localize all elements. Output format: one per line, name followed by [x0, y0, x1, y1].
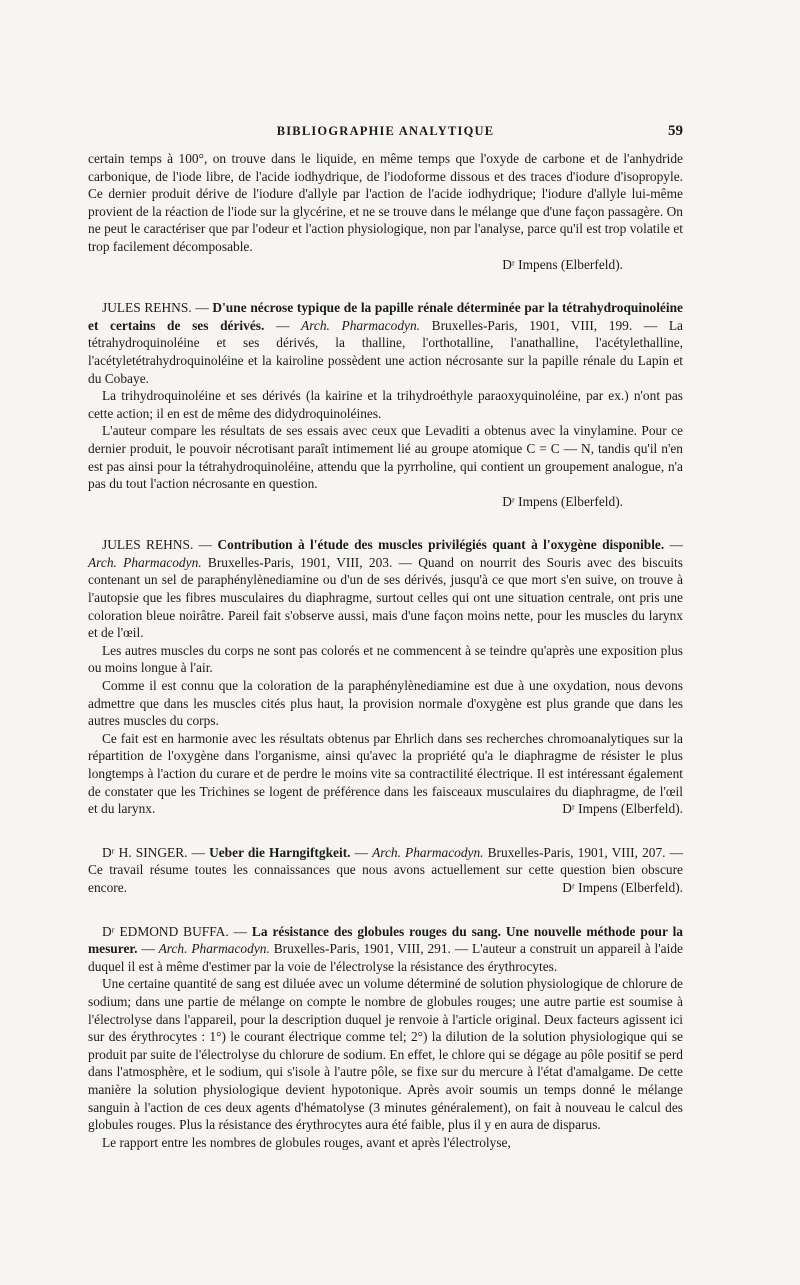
entry-heading: JULES REHNS. — D'une nécrose typique de la papille rénale déterminée par la tétrahydroquinoléine et certains de ses dérivés. — Arch. Pharmacodyn. Bruxelles-Paris, 1901, VIII, 199. — La tétrahydroquinoléine et ses dérivés, la thalline, l'orthotalline, l'anathalline, l'acétylethalline, l'acétyletétrahydroquinoléine et la kairoline possèdent une action nécrosante sur la papille rénale du Lapin et du Cobaye.: [88, 300, 683, 386]
reviewer-signature: Dʳ Impens (Elberfeld).: [502, 256, 623, 272]
paragraph: La trihydroquinoléine et ses dérivés (la kairine et la trihydroéthyle paraoxyquinoléine, par ex.) n'ont pas cette action; il en est de même des didydroquinoléines.: [88, 388, 683, 421]
entry-author: JULES REHNS.: [102, 300, 192, 316]
entry-summary: La tétrahydroquinoléine et ses dérivés, la thalline, l'orthotalline, l'anathalline, l'acétylethalline, l'acétyletétrahydroquinoléine et la kairoline possèdent une action nécrosante sur la papille rénale du Lapin et du Cobaye.: [88, 317, 683, 386]
entry-title: La résistance des globules rouges du sang. Une nouvelle méthode pour la mesurer.: [88, 923, 683, 957]
review-entry: [88, 299, 683, 510]
entry-summary: Ce travail résume toutes les connaissances que nous avons actuellement sur cette question bien obscure encore.: [88, 862, 683, 895]
paragraph: [88, 730, 683, 818]
entry-title: Contribution à l'étude des muscles privilégiés quant à l'oxygène disponible.: [217, 537, 665, 553]
entry-heading: JULES REHNS. — Contribution à l'étude des muscles privilégiés quant à l'oxygène disponible. — Arch. Pharmacodyn. Bruxelles-Paris, 1901, VIII, 203. — Quand on nourrit des Souris avec des biscuits contenant un sel de paraphénylènediamine ou d'un de ses dérivés, jusqu'à ce que mort s'en suive, on trouve à l'autopsie que les fibres musculaires du diaphragme, surtout celles qui ont une situation centrale, ont pris une coloration bleue noirâtre. Pareil fait s'observe aussi, mais d'une façon moins nette, pour les muscles du larynx et de l'œil.: [88, 537, 683, 641]
reviewer-signature: Dʳ Impens (Elberfeld).: [562, 801, 683, 817]
entry-author: Dʳ EDMOND BUFFA.: [102, 923, 229, 939]
paragraph: L'auteur compare les résultats de ses essais avec ceux que Levaditi a obtenus avec la vinylamine. Pour ce dernier produit, le pouvoir nécrotisant paraît intimement lié au groupe atomique C = C — N, tandis qu'il n'en est pas ainsi pour la tétrahydroquinoléine, attendu que la pyrrholine, qui contient un groupement analogue, n'a pas du tout l'action nécrosante en question.: [88, 423, 683, 492]
page-body: [88, 150, 683, 1151]
page-header: [88, 124, 683, 146]
entry-title: D'une nécrose typique de la papille rénale déterminée par la tétrahydroquinoléine et certains de ses dérivés.: [88, 300, 683, 333]
paragraph-text: Ce fait est en harmonie avec les résultats obtenus par Ehrlich dans ses recherches chromoanalytiques sur la répartition de l'oxygène dans l'organisme, ainsi qu'avec la propriété qu'a le diaphragme de résister le plus longtemps à l'action du curare et de perdre le moins vite sa contractilité électrique. Il est intéressant également de constater que les Trichines se logent de préférence dans les faisceaux musculaires du diaphragme, de l'œil et du larynx.: [88, 730, 683, 817]
paragraph: certain temps à 100°, on trouve dans le liquide, en même temps que l'oxyde de carbone et de l'anhydride carbonique, de l'iode libre, de l'acide iodhydrique, de l'iodoforme dissous et des traces d'iodure d'isopropyle. Ce dernier produit dérive de l'iodure d'allyle par l'action de l'acide iodhydrique; l'iodure d'allyle lui-même provient de la réaction de l'iode sur la glycérine, et ne se trouve dans le mélange que d'une façon passagère. On ne peut le caractériser que par l'odeur et l'action physiologique, non par l'analyse, parce qu'il est trop volatile et trop facilement décomposable.: [88, 151, 683, 254]
entry-source: Arch. Pharmacodyn.: [158, 941, 270, 957]
entry-author: Dʳ H. SINGER.: [102, 844, 188, 860]
reviewer-signature: Dʳ Impens (Elberfeld).: [562, 879, 683, 895]
entry-reference: Bruxelles-Paris, 1901, VIII, 291.: [273, 941, 451, 957]
paragraph: Une certaine quantité de sang est diluée avec un volume déterminé de solution physiologique de chlorure de sodium; dans une partie de mélange on compte le nombre de globules rouges; une autre partie est soumise à l'électrolyse dans l'appareil, pour la description duquel je renvoie à l'article original. Deux facteurs agissent ici sur des érythrocytes : 1°) le courant électrique comme tel; 2°) la dilution de la solution physiologique qui se produit par suite de l'électrolyse du chlorure de sodium. En effet, le chlore qui se dégage au pôle positif se perd dans l'atmosphère, et le sodium, qui s'isole à l'autre pôle, se fixe sur du mercure à l'état d'amalgame. De cette manière la solution physiologique devient hypotonique. Après avoir soumis un temps donné le mélange sanguin à l'action de ces deux agents d'hématolyse (3 minutes généralement), on fait à nouveau le calcul des globules rouges. Plus la résistance des érythrocytes aura été faible, plus il y en aura de disparus.: [88, 976, 683, 1133]
entry-source: Arch. Pharmacodyn.: [301, 317, 421, 333]
entry-author: JULES REHNS.: [102, 537, 194, 553]
review-entry: [88, 923, 683, 1152]
entry-summary: Quand on nourrit des Souris avec des biscuits contenant un sel de paraphénylènediamine ou d'un de ses dérivés, jusqu'à ce que mort s'en suive, on trouve à l'autopsie que les fibres musculaires du diaphragme, surtout celles qui ont une situation centrale, ont pris une coloration bleue noirâtre. Pareil fait s'observe aussi, mais d'une façon moins nette, pour les muscles du larynx et de l'œil.: [88, 554, 683, 641]
running-title: BIBLIOGRAPHIE ANALYTIQUE: [276, 124, 495, 138]
paragraph: Comme il est connu que la coloration de la paraphénylènediamine est due à une oxydation, nous devons admettre que dans les muscles cités plus haut, la provision normale d'oxygène est plus grande que dans les autres muscles du corps.: [88, 678, 683, 729]
entry-reference: Bruxelles-Paris, 1901, VIII, 203.: [207, 554, 393, 570]
reviewer-signature: Dʳ Impens (Elberfeld).: [502, 493, 623, 509]
entry-summary: L'auteur a construit un appareil à l'aide duquel il est à même d'estimer par la voie de l'électrolyse la résistance des érythrocytes.: [88, 941, 683, 974]
page-number: 59: [668, 123, 683, 139]
review-entry-continuation: [88, 150, 683, 273]
entry-heading: Dʳ EDMOND BUFFA. — La résistance des globules rouges du sang. Une nouvelle méthode pour la mesurer. — Arch. Pharmacodyn. Bruxelles-Paris, 1901, VIII, 291. — L'auteur a construit un appareil à l'aide duquel il est à même d'estimer par la voie de l'électrolyse la résistance des érythrocytes.: [88, 923, 683, 974]
review-entry: [88, 536, 683, 818]
entry-title: Ueber die Harngiftgkeit.: [209, 844, 351, 860]
entry-reference: Bruxelles-Paris, 1901, VIII, 207.: [487, 844, 666, 860]
entry-source: Arch. Pharmacodyn.: [88, 554, 202, 570]
entry-source: Arch. Pharmacodyn.: [372, 844, 484, 860]
paragraph: Les autres muscles du corps ne sont pas colorés et ne commencent à se teindre qu'après une exposition plus ou moins longue à l'air.: [88, 642, 683, 676]
review-entry: [88, 844, 683, 897]
entry-reference: Bruxelles-Paris, 1901, VIII, 199.: [431, 317, 633, 333]
paragraph: Le rapport entre les nombres de globules rouges, avant et après l'électrolyse,: [102, 1134, 511, 1150]
entry-heading: Dʳ H. SINGER. — Ueber die Harngiftgkeit. — Arch. Pharmacodyn. Bruxelles-Paris, 1901, VIII, 207. — Ce travail résume toutes les connaissances que nous avons actuellement sur cette question bien obscure encore. Dʳ Impens (Elberfeld).: [88, 844, 683, 895]
